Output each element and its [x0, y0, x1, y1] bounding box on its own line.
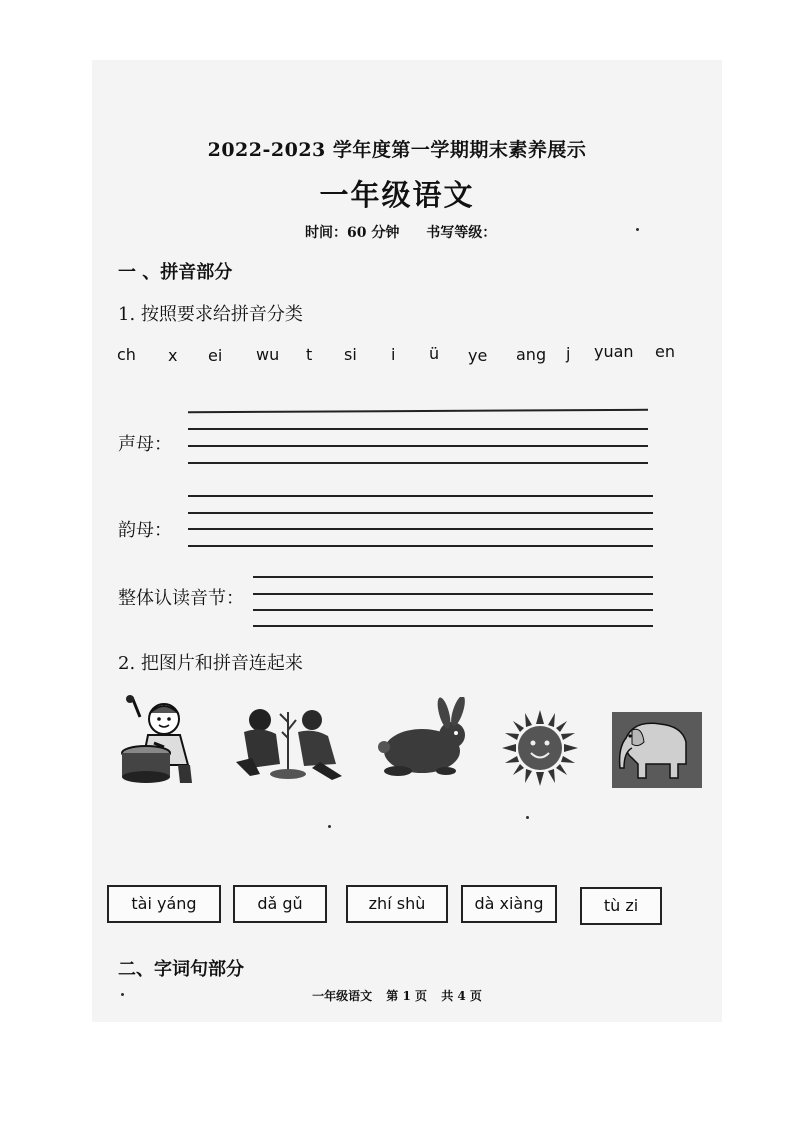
syllable: j	[566, 344, 571, 363]
syllable: ch	[117, 345, 136, 364]
category-label-initials: 声母：	[118, 434, 172, 455]
pinyin-option-zhishu[interactable]: zhí shù	[346, 885, 448, 923]
writing-grade-label: 书写等级：	[426, 225, 497, 241]
syllable: ü	[429, 344, 440, 363]
writing-line[interactable]	[188, 545, 653, 547]
category-label-finals: 韵母：	[118, 520, 172, 541]
syllable: yuan	[594, 342, 634, 361]
syllable: t	[306, 345, 313, 364]
sun-image[interactable]	[502, 710, 578, 786]
section1-heading: 一 、拼音部分	[118, 262, 233, 283]
time-limit: 时间：60 分钟	[305, 225, 400, 241]
pinyin-option-tuzi[interactable]: tù zi	[580, 887, 662, 925]
page-footer	[0, 987, 794, 1004]
category-label-whole-syllables: 整体认读音节：	[118, 588, 244, 609]
footer-total: 共 4 页	[441, 989, 482, 1003]
syllable: wu	[256, 345, 280, 364]
syllable: ei	[208, 346, 223, 365]
writing-line[interactable]	[253, 609, 653, 611]
syllable: ang	[516, 345, 547, 364]
syllable: ye	[468, 346, 488, 365]
syllable: en	[655, 342, 675, 361]
syllable: x	[168, 346, 178, 365]
writing-line[interactable]	[188, 428, 648, 430]
scan-speck	[526, 816, 529, 819]
elephant-image[interactable]	[612, 712, 702, 788]
tree-planting-children-image[interactable]	[232, 702, 347, 782]
writing-line[interactable]	[253, 625, 653, 627]
writing-line[interactable]	[253, 576, 653, 578]
subject-title: 一年级语文	[319, 178, 475, 212]
writing-line[interactable]	[188, 512, 653, 514]
q2-prompt: 2. 把图片和拼音连起来	[118, 653, 303, 674]
pinyin-option-taiyang[interactable]: tài yáng	[107, 885, 221, 923]
rabbit-image[interactable]	[372, 697, 476, 781]
writing-line[interactable]	[188, 495, 653, 497]
drum-boy-image[interactable]	[118, 695, 200, 787]
scan-speck	[636, 228, 639, 231]
pinyin-option-dagu[interactable]: dǎ gǔ	[233, 885, 327, 923]
writing-line[interactable]	[253, 593, 653, 595]
pinyin-option-daxiang[interactable]: dà xiàng	[461, 885, 557, 923]
footer-subject: 一年级语文	[312, 989, 373, 1003]
footer-page: 第 1 页	[386, 989, 427, 1003]
scan-speck	[328, 825, 331, 828]
q1-prompt: 1. 按照要求给拼音分类	[118, 304, 303, 325]
writing-line[interactable]	[188, 462, 648, 464]
syllable: si	[344, 345, 357, 364]
syllable: i	[391, 345, 396, 364]
exam-meta	[305, 222, 518, 242]
exam-title: 2022-2023 学年度第一学期期末素养展示	[207, 139, 587, 161]
writing-line[interactable]	[188, 445, 648, 447]
section2-heading: 二、字词句部分	[118, 959, 244, 980]
scan-speck	[121, 993, 124, 996]
writing-line[interactable]	[188, 528, 653, 530]
